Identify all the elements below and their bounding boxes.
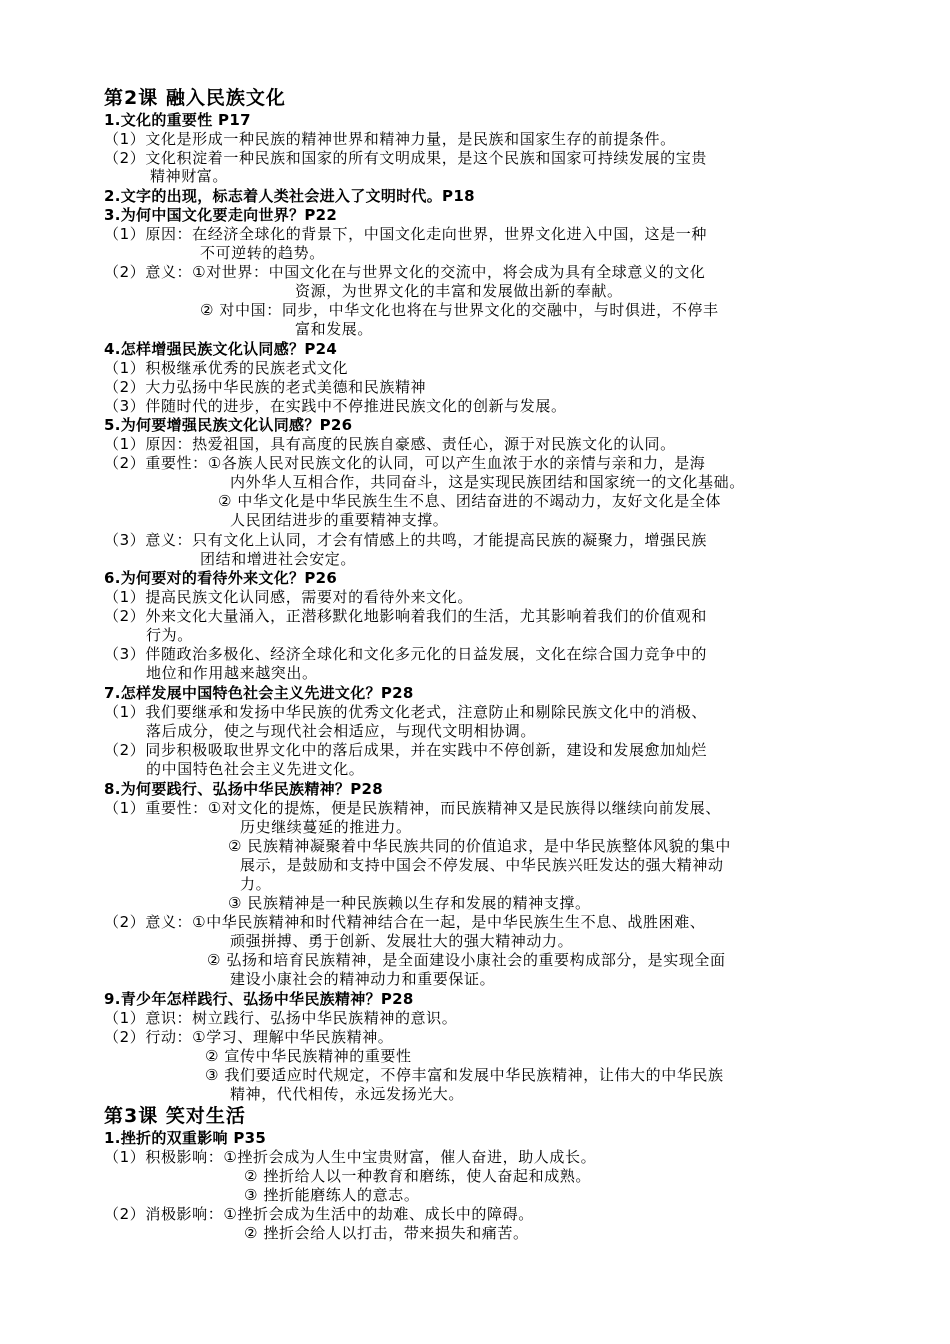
text-line: 行为。 (146, 626, 193, 644)
text-line: （2）同步积极吸取世界文化中的落后成果，并在实践中不停创新，建设和发展愈加灿烂 (104, 741, 707, 759)
text-line: ② 宣传中华民族精神的重要性 (205, 1047, 412, 1065)
text-line: ③ 我们要适应时代规定，不停丰富和发展中华民族精神，让伟大的中华民族 (205, 1066, 724, 1084)
section-heading: 7.怎样发展中国特色社会主义先进文化？P28 (104, 684, 414, 702)
text-line: （3）伴随政治多极化、经济全球化和文化多元化的日益发展，文化在综合国力竞争中的 (104, 645, 707, 663)
section-heading: 6.为何要对的看待外来文化？P26 (104, 569, 338, 587)
lesson-title: 第2课 融入民族文化 (104, 87, 286, 109)
text-line: 展示，是鼓励和支持中国会不停发展、中华民族兴旺发达的强大精神动 (240, 856, 724, 874)
section-heading: 1.挫折的双重影响 P35 (104, 1129, 267, 1147)
text-line: （1）意识：树立践行、弘扬中华民族精神的意识。 (104, 1009, 458, 1027)
text-line: （1）文化是形成一种民族的精神世界和精神力量，是民族和国家生存的前提条件。 (104, 130, 676, 148)
text-line: 人民团结进步的重要精神支撑。 (230, 511, 449, 529)
text-line: 历史继续蔓延的推进力。 (240, 818, 412, 836)
section-heading: 5.为何要增强民族文化认同感？P26 (104, 416, 353, 434)
text-line: 精神财富。 (150, 167, 229, 185)
text-line: ② 弘扬和培育民族精神，是全面建设小康社会的重要构成部分，是实现全面 (207, 951, 726, 969)
text-line: （1）重要性：①对文化的提炼，便是民族精神，而民族精神又是民族得以继续向前发展、 (104, 799, 721, 817)
text-line: （3）伴随时代的进步，在实践中不停推进民族文化的创新与发展。 (104, 397, 567, 415)
text-line: （1）我们要继承和发扬中华民族的优秀文化老式，注意防止和剔除民族文化中的消极、 (104, 703, 707, 721)
section-heading: 8.为何要践行、弘扬中华民族精神？P28 (104, 780, 384, 798)
text-line: ③ 民族精神是一种民族赖以生存和发展的精神支撑。 (228, 894, 591, 912)
text-line: ② 挫折给人以一种教育和磨练，使人奋起和成熟。 (244, 1167, 592, 1185)
text-line: （2）重要性：①各族人民对民族文化的认同，可以产生血浓于水的亲情与亲和力，是海 (104, 454, 706, 472)
text-line: （1）原因：热爱祖国，具有高度的民族自豪感、责任心，源于对民族文化的认同。 (104, 435, 676, 453)
text-line: （2）行动：①学习、理解中华民族精神。 (104, 1028, 394, 1046)
section-heading: 9.青少年怎样践行、弘扬中华民族精神？P28 (104, 990, 414, 1008)
text-line: （1）提高民族文化认同感，需要对的看待外来文化。 (104, 588, 473, 606)
text-line: ③ 挫折能磨练人的意志。 (244, 1186, 420, 1204)
text-line: （2）大力弘扬中华民族的老式美德和民族精神 (104, 378, 427, 396)
text-line: 地位和作用越来越突出。 (146, 664, 318, 682)
text-line: 资源，为世界文化的丰富和发展做出新的奉献。 (295, 282, 623, 300)
text-line: 内外华人互相合作，共同奋斗，这是实现民族团结和国家统一的文化基础。 (230, 473, 745, 491)
section-heading: 1.文化的重要性 P17 (104, 111, 251, 129)
text-line: 落后成分，使之与现代社会相适应，与现代文明相协调。 (146, 722, 537, 740)
text-line: （1）积极继承优秀的民族老式文化 (104, 359, 349, 377)
text-line: （2）意义：①对世界：中国文化在与世界文化的交流中，将会成为具有全球意义的文化 (104, 263, 706, 281)
section-heading: 3.为何中国文化要走向世界？P22 (104, 206, 338, 224)
text-line: 建设小康社会的精神动力和重要保证。 (230, 970, 496, 988)
text-line: （1）原因：在经济全球化的背景下，中国文化走向世界，世界文化进入中国，这是一种 (104, 225, 707, 243)
text-line: 团结和增进社会安定。 (200, 550, 357, 568)
text-line: （2）外来文化大量涌入，正潜移默化地影响着我们的生活，尤其影响着我们的价值观和 (104, 607, 707, 625)
text-line: ② 挫折会给人以打击，带来损失和痛苦。 (244, 1224, 529, 1242)
text-line: （1）积极影响：①挫折会成为人生中宝贵财富，催人奋进，助人成长。 (104, 1148, 597, 1166)
text-line: （2）意义：①中华民族精神和时代精神结合在一起，是中华民族生生不息、战胜困难、 (104, 913, 706, 931)
text-line: 精神，代代相传，永远发扬光大。 (230, 1085, 465, 1103)
text-line: 富和发展。 (295, 320, 374, 338)
text-line: （3）意义：只有文化上认同，才会有情感上的共鸣，才能提高民族的凝聚力，增强民族 (104, 531, 707, 549)
text-line: ② 民族精神凝聚着中华民族共同的价值追求，是中华民族整体风貌的集中 (228, 837, 732, 855)
text-line: ② 中华文化是中华民族生生不息、团结奋进的不竭动力，友好文化是全体 (218, 492, 722, 510)
text-line: （2）消极影响：①挫折会成为生活中的劫难、成长中的障碍。 (104, 1205, 534, 1223)
text-line: 力。 (240, 875, 272, 893)
text-line: （2）文化积淀着一种民族和国家的所有文明成果，是这个民族和国家可持续发展的宝贵 (104, 149, 707, 167)
text-line: 不可逆转的趋势。 (200, 244, 325, 262)
section-heading: 2.文字的出现，标志着人类社会进入了文明时代。P18 (104, 187, 475, 205)
text-line: 的中国特色社会主义先进文化。 (146, 760, 365, 778)
lesson-title: 第3课 笑对生活 (104, 1105, 246, 1127)
text-line: 顽强拼搏、勇于创新、发展壮大的强大精神动力。 (230, 932, 574, 950)
section-heading: 4.怎样增强民族文化认同感？P24 (104, 340, 338, 358)
text-line: ② 对中国：同步，中华文化也将在与世界文化的交融中，与时俱进，不停丰 (200, 301, 719, 319)
